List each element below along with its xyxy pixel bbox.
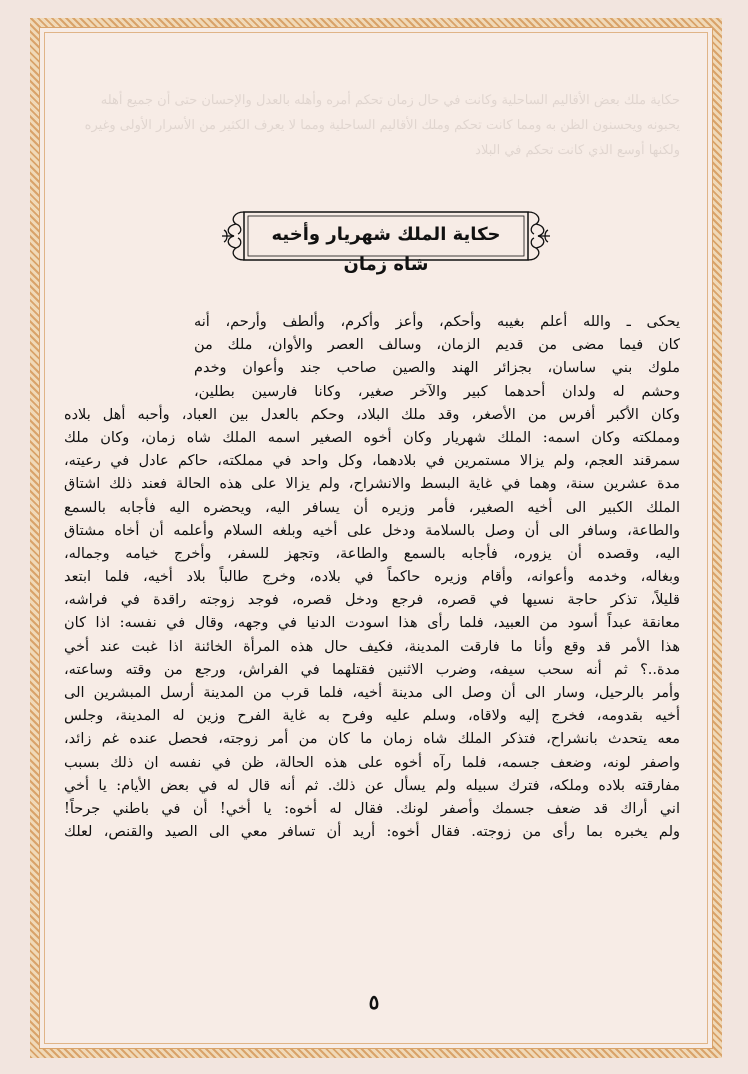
body-line: ولم يخبره بما رأى من زوجته. فقال أخوه: أريد أن تسافر معي الى الصيد والقنص، لعلك: [64, 824, 680, 841]
body-line: وأمر بالرحيل، وسار الى أن وصل الى مدينة أخيه، فلما قرب من المدينة أرسل المبشرين الى: [64, 685, 680, 701]
body-line: ومملكته وكان اسمه: الملك شهريار وكان أخوه الصغير اسمه الملك شاه زمان، وكان ملك: [64, 429, 680, 446]
page-number: ٥: [368, 990, 380, 1014]
body-line: سمرقند العجم، ولم يزالا مستمرين في بلادهما، وكل واحد في مملكته، حاكم عادل في رعيته،: [64, 453, 680, 470]
body-line: مفارقته بلاده وملكه، فترك سبيله ولم يسأل عن ذلك. ثم أنه قال له في بعض الأيام: يا أخي: [64, 777, 680, 794]
story-title: حكاية الملك شهريار وأخيه شاه زمان: [271, 224, 501, 275]
body-line: أخيه بقدومه، فخرج إليه ولاقاه، وسلم عليه وفرح به غاية الفرح وزين له المدينة، وجلس: [64, 708, 680, 725]
body-line: وبغاله، وخدمه وأعوانه، وأقام وزيره حاكماً في بلاده، وخرج طالباً بلاد أخيه، فلما ابتعد: [64, 569, 680, 586]
body-line: كان فيما مضى من قديم الزمان، وسالف العصر والأوان، ملك من: [194, 337, 680, 354]
body-line: الملك الكبير الى أخيه الصغير، فأمر وزيره أن يسافر اليه، ويحضره اليه فأجابه بالسمع: [64, 499, 680, 516]
body-line: يحكى ـ والله أعلم بغيبه وأحكم، وأعز وأكرم، وألطف وأرحم، أنه: [194, 314, 680, 330]
title-cartouche: [216, 206, 556, 275]
bleed-through-text: حكاية ملك بعض الأقاليم الساحلية وكانت في حال زمان تحكم أمره وأهله بالعدل والإحسان حتى أن جميع أهله يحبونه ويحسنون الظن به ومما كانت تحكم وملك الأقاليم الساحلية ومما لا يعرف الكثير من الأسرار الأولى وغيره ولكنها أوسع الذي كانت تحكم في البلاد: [84, 93, 680, 158]
body-line: معه يتحدث بانشراح، فتذكر الملك شاه زمان ما كان من أمر زوجته، فحصل عنده غم زائد،: [64, 731, 680, 748]
body-line: اليه، وقصده أن يزوره، فأجابه بالسمع والطاعة، وتجهز للسفر، وأخرج خيامه وجماله،: [64, 545, 680, 562]
body-line: قليلاً، تذكر حاجة نسيها في قصره، فرجع ودخل قصره، فوجد زوجته راقدة في فراشه،: [64, 592, 680, 609]
story-body: [64, 311, 680, 844]
body-line: معانقة عبداً أسود من العبيد، فلما رأى هذا اسودت الدنيا في وجهه، وقال في نفسه: اذا كان: [64, 615, 680, 632]
body-line: مدة عشرين سنة، وهما في غاية البسط والانشراح، ولم يزالا على هذه الحالة فعند ذلك اشتاق: [64, 476, 680, 493]
body-line: مدة..؟ ثم أنه سحب سيفه، وضرب الاثنين فقتلهما في الفراش، ورجع من وقته وساعته،: [64, 661, 680, 678]
body-line: اني أراك قد ضعف جسمك وأصفر لونك. فقال له أخوه: يا أخي! أن في باطني جرحاً!: [64, 800, 680, 817]
body-line: والطاعة، وسافر الى أن وصل بالسلامة ودخل على أخيه وبلغه السلام وأعلمه أن أخاه مشتاق: [64, 522, 680, 539]
body-line: هذا الأمر قد وقع وأنا ما فارقت المدينة، فكيف حال هذه المرأة الخائنة اذا غبت عند أخي: [64, 638, 680, 655]
body-line: واصفر لونه، وضعف جسمه، فلما رآه أخوه على هذه الحالة، ظن في نفسه ان ذلك بسبب: [64, 754, 680, 771]
body-line: وكان الأكبر أفرس من الأصغر، وقد ملك البلاد، وحكم بالعدل بين العباد، وأحبه أهل بلاده: [64, 406, 680, 423]
body-line: وحشم له ولدان أحدهما كبير والآخر صغير، وكانا فارسين بطلين،: [194, 383, 680, 400]
body-line: ملوك بني ساسان، بجزائر الهند والصين صاحب جند وأعوان وخدم: [194, 360, 680, 377]
